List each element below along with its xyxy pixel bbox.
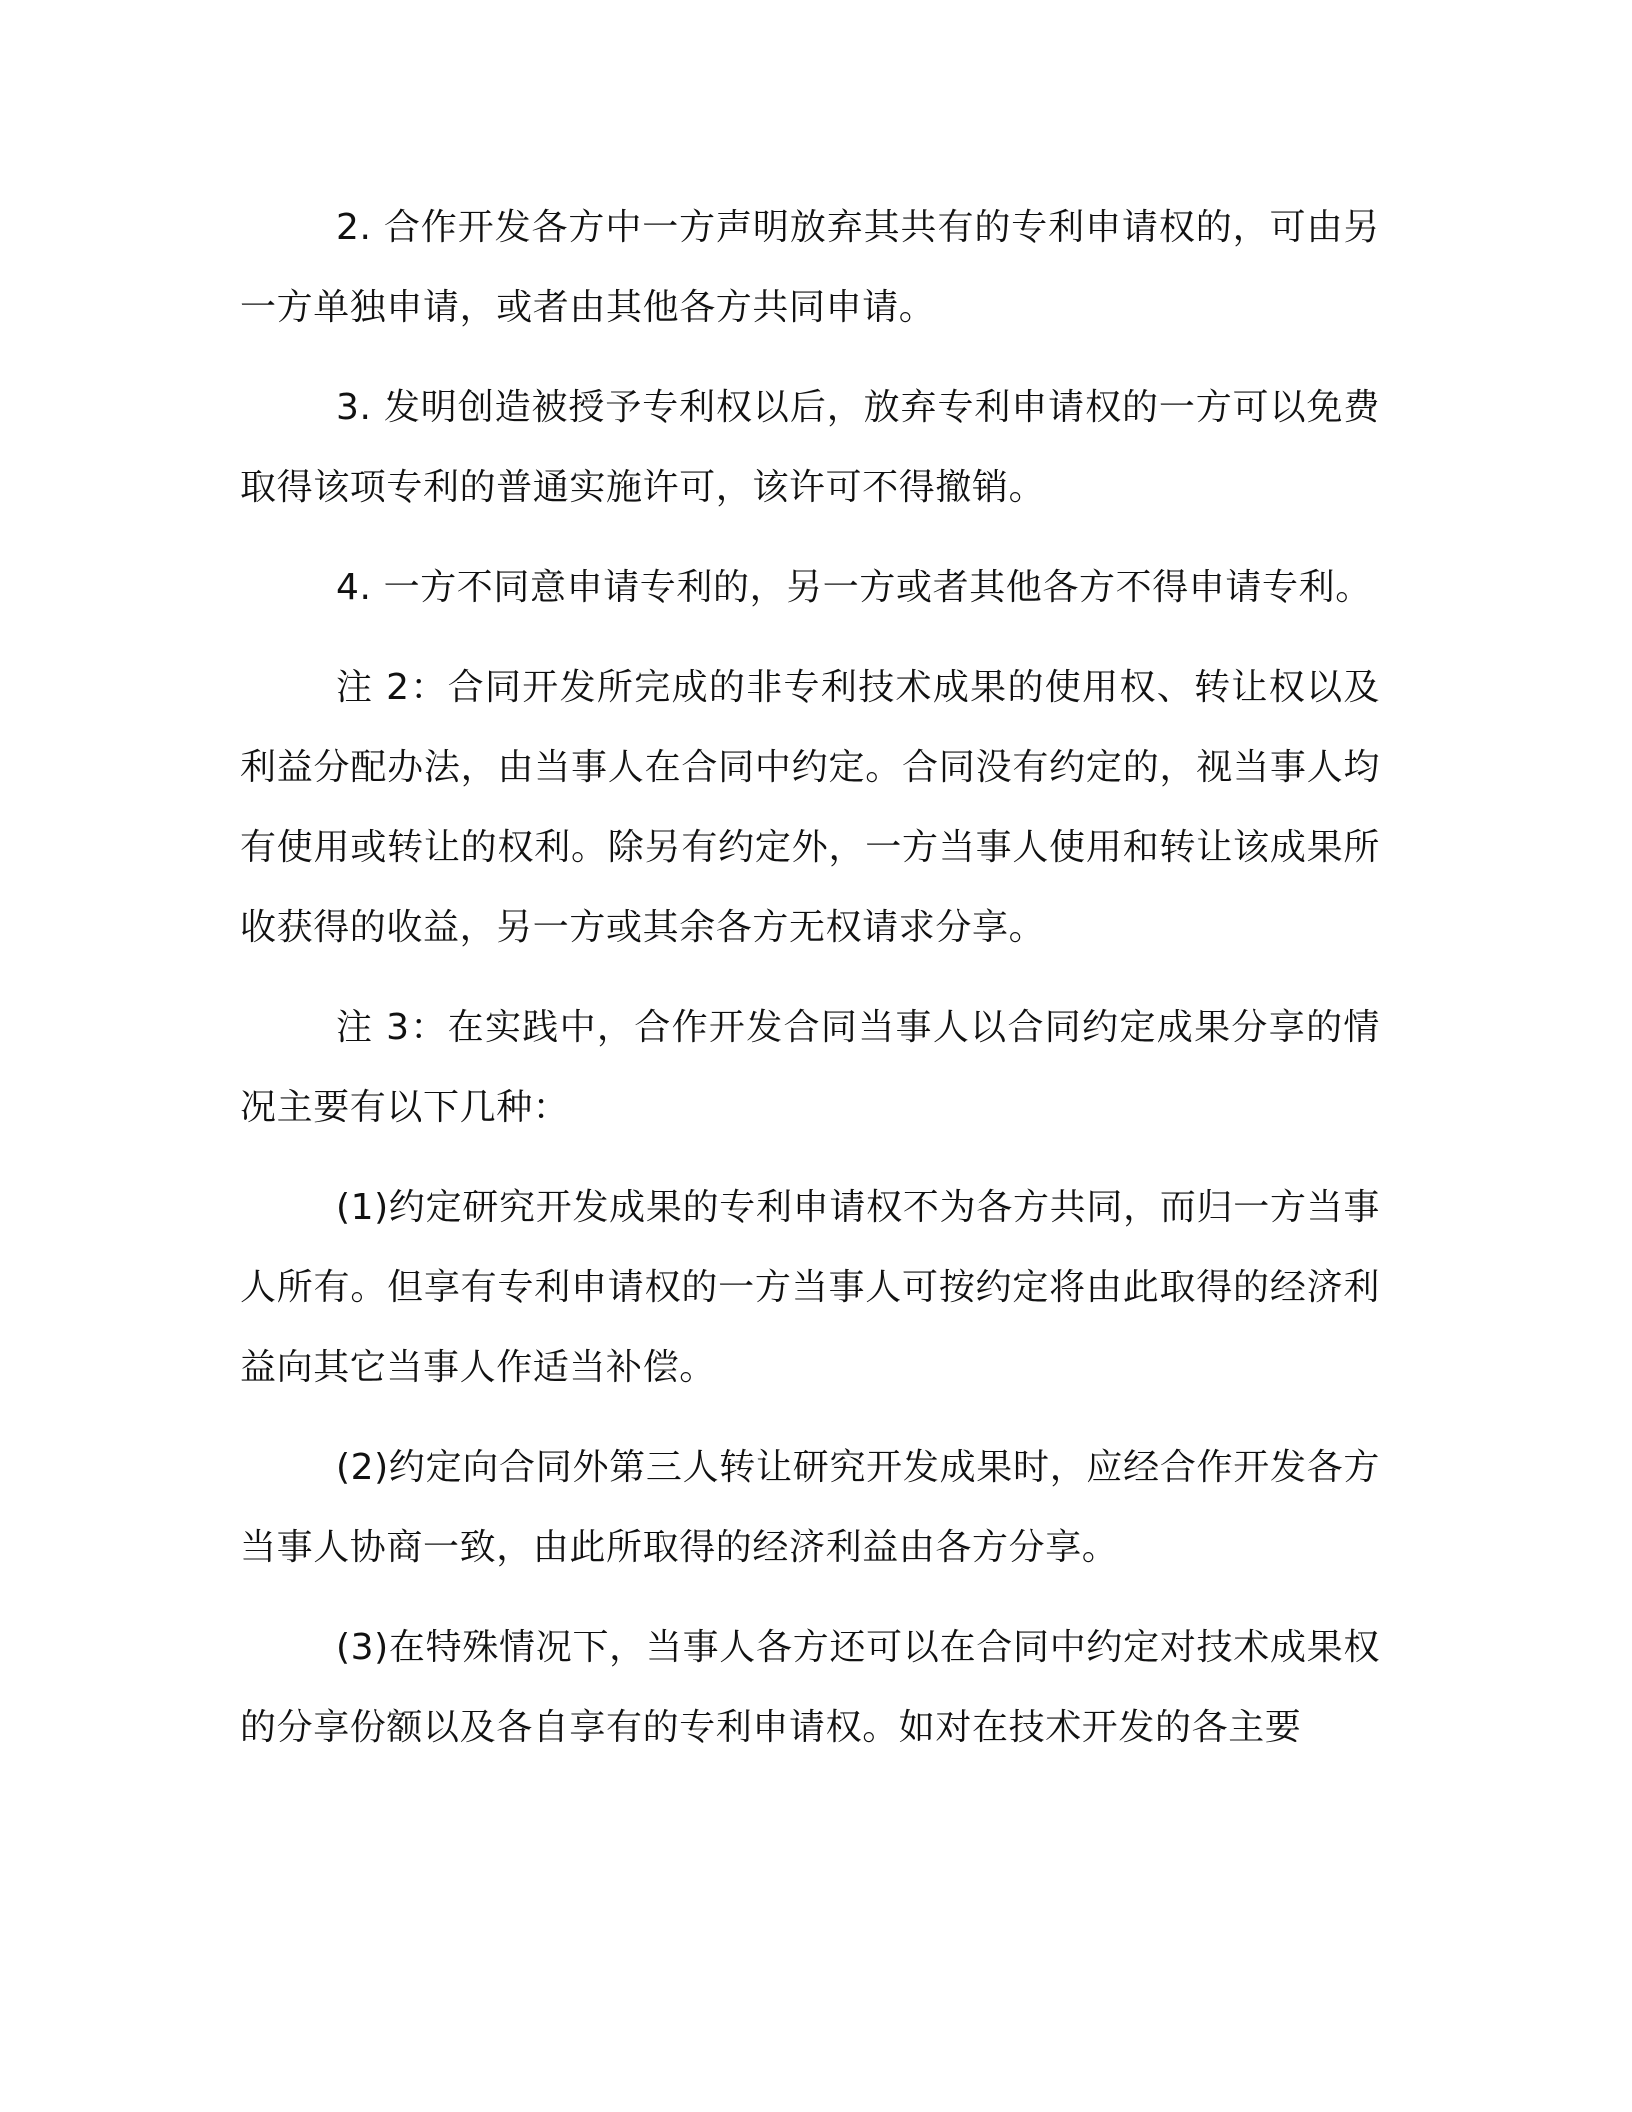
paragraph-clause-3: 3. 发明创造被授予专利权以后，放弃专利申请权的一方可以免费取得该项专利的普通实施许可，该许可不得撤销。 [240,387,1380,508]
paragraph-item-3: (3)在特殊情况下，当事人各方还可以在合同中约定对技术成果权的分享份额以及各自享有的专利申请权。如对在技术开发的各主要 [240,1627,1380,1748]
paragraph-note-3: 注 3：在实践中，合作开发合同当事人以合同约定成果分享的情况主要有以下几种： [240,1007,1380,1128]
paragraph-clause-2: 2. 合作开发各方中一方声明放弃其共有的专利申请权的，可由另一方单独申请，或者由其他各方共同申请。 [240,207,1380,328]
paragraph-clause-4: 4. 一方不同意申请专利的，另一方或者其他各方不得申请专利。 [336,567,1372,608]
paragraph-item-2: (2)约定向合同外第三人转让研究开发成果时，应经合作开发各方当事人协商一致，由此所取得的经济利益由各方分享。 [240,1447,1380,1568]
document-body [240,188,1380,1788]
paragraph-item-1: (1)约定研究开发成果的专利申请权不为各方共同，而归一方当事人所有。但享有专利申请权的一方当事人可按约定将由此取得的经济利益向其它当事人作适当补偿。 [240,1187,1380,1388]
paragraph-note-2: 注 2：合同开发所完成的非专利技术成果的使用权、转让权以及利益分配办法，由当事人在合同中约定。合同没有约定的，视当事人均有使用或转让的权利。除另有约定外，一方当事人使用和转让该成果所收获得的收益，另一方或其余各方无权请求分享。 [240,667,1380,948]
